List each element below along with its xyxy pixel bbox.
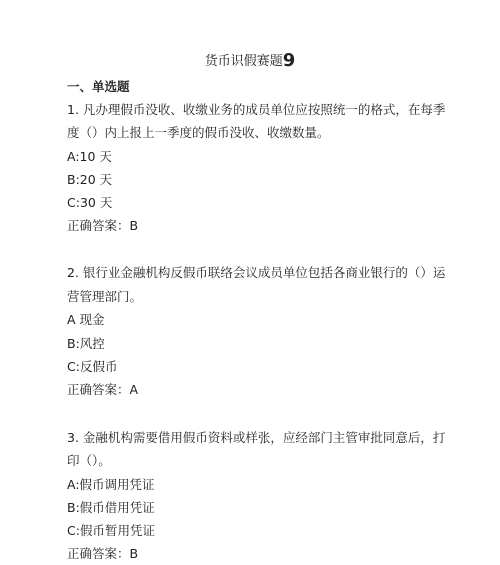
question-1-option-c: C:30 天: [67, 195, 113, 210]
question-1-answer: 正确答案：B: [67, 218, 139, 233]
question-3-option-b: B:假币借用凭证: [67, 500, 155, 515]
question-3-stem-line-2: 印（）。: [67, 453, 111, 468]
question-2-answer: 正确答案：A: [67, 382, 139, 397]
question-2-option-b: B:风控: [67, 336, 105, 351]
question-3-option-c: C:假币暂用凭证: [67, 523, 155, 538]
question-2-stem-line-1: 2. 银行业金融机构反假币联络会议成员单位包括各商业银行的（）运: [67, 265, 446, 280]
section-heading: 一、单选题: [67, 79, 130, 94]
question-1-stem-line-1: 1. 凡办理假币没收、收缴业务的成员单位应按照统一的格式，在每季: [67, 102, 446, 117]
title-number: 9: [282, 50, 296, 71]
question-3-option-a: A:假币调用凭证: [67, 477, 155, 492]
document-title: [0, 50, 500, 73]
title-text: 货币识假赛题: [204, 54, 283, 69]
question-3-answer: 正确答案：B: [67, 546, 139, 561]
question-2-stem-line-2: 营管理部门。: [67, 289, 143, 304]
question-2-option-c: C:反假币: [67, 359, 118, 374]
question-2-option-a: A 现金: [67, 312, 105, 327]
question-1-option-a: A:10 天: [67, 149, 112, 164]
question-1-option-b: B:20 天: [67, 172, 113, 187]
question-1-stem-line-2: 度（）内上报上一季度的假币没收、收缴数量。: [67, 125, 330, 140]
question-3-stem-line-1: 3. 金融机构需要借用假币资料或样张，应经部门主管审批同意后，打: [67, 430, 446, 445]
